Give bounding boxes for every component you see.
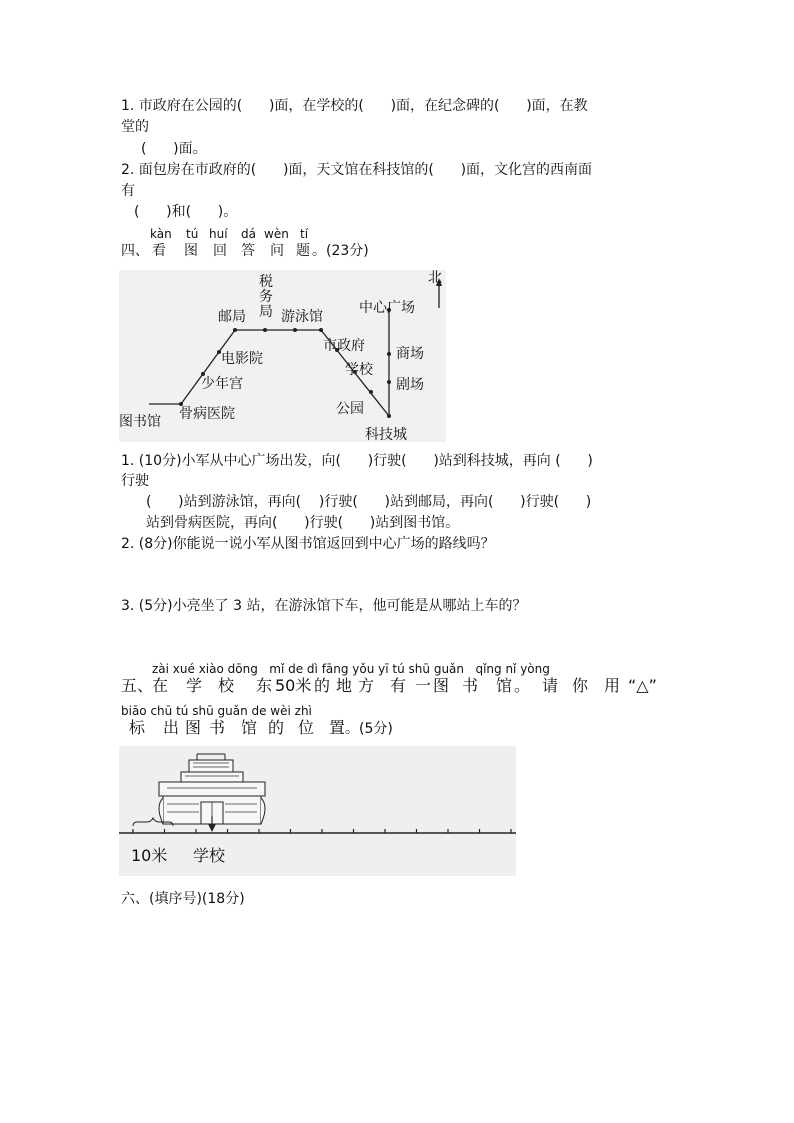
q3-1-line2: 堂的 <box>121 119 149 135</box>
line1-char: 图 <box>433 676 450 695</box>
section4-number: 四、 <box>121 243 149 259</box>
q3-2-line1: 2. 面包房在市政府的( )面，天文馆在科技馆的( )面，文化宫的西南面 <box>121 162 593 178</box>
tax-bureau-char: 务 <box>259 289 273 305</box>
line1-char: 书 <box>462 676 479 695</box>
pinyin-ti: tí <box>300 227 309 241</box>
station-park: 公园 <box>336 401 364 417</box>
pinyin-tu: tú <box>186 227 199 241</box>
station-mall: 商场 <box>396 346 424 362</box>
station-post-office: 邮局 <box>218 309 246 325</box>
line2-char: 图 <box>185 718 202 737</box>
title-char: 题 <box>296 243 310 259</box>
station-orthopedic-hospital: 骨病医院 <box>179 406 235 422</box>
section6-title: 六、(填序号)(18分) <box>121 891 245 907</box>
title-char: 图 <box>184 243 198 259</box>
q4-1-line3: ( )站到游泳馆，再向( )行驶( )站到邮局，再向( )行驶( ) <box>146 494 592 510</box>
q3-1-line3: ( )面。 <box>141 141 207 157</box>
station-theater: 剧场 <box>396 377 424 393</box>
line2-char: 书 <box>209 718 226 737</box>
line1-char: “△” <box>628 676 657 695</box>
pinyin-hui: huí <box>209 227 228 241</box>
line1-char: 地 <box>336 676 353 695</box>
line1-char: 馆 <box>496 676 513 695</box>
q4-1-line1: 1. (10分)小军从中心广场出发，向( )行驶( )站到科技城，再向 ( ) <box>121 453 593 469</box>
line2-score: 。(5分) <box>345 721 393 737</box>
title-char: 看 <box>152 243 166 259</box>
line1-char: 请 <box>542 676 559 695</box>
line1-char: 50米 <box>275 676 312 695</box>
route-map <box>119 270 446 442</box>
line1-char: 方 <box>358 676 375 695</box>
q4-3: 3. (5分)小亮坐了 3 站，在游泳馆下车，他可能是从哪站上车的？ <box>121 598 527 614</box>
line1-char: 。 <box>514 676 531 695</box>
line2-char: 标 <box>129 718 146 737</box>
line2-char: 的 <box>268 718 285 737</box>
line1-char: 一 <box>415 676 432 695</box>
line2-char: 置 <box>329 718 346 737</box>
pinyin-wen: wèn <box>264 227 289 241</box>
line2-char: 位 <box>298 718 315 737</box>
station-school: 学校 <box>345 362 373 378</box>
title-char: 问 <box>270 243 284 259</box>
scale-label: 10米 <box>131 846 168 865</box>
q3-1-line1: 1. 市政府在公园的( )面，在学校的( )面，在纪念碑的( )面，在教 <box>121 98 588 114</box>
line1-char: 的 <box>314 676 331 695</box>
line1-char: 东 <box>256 676 273 695</box>
station-swimming-pool: 游泳馆 <box>281 309 323 325</box>
school-label: 学校 <box>193 846 226 865</box>
pinyin-kan: kàn <box>150 227 172 241</box>
line1-char: 有 <box>390 676 407 695</box>
school-ruler-figure <box>119 746 516 876</box>
line1-char: 校 <box>218 676 235 695</box>
title-char: 答 <box>241 243 255 259</box>
school-arrow-icon <box>208 824 216 832</box>
line1-char: 在 <box>152 676 169 695</box>
line2-char: 馆 <box>241 718 258 737</box>
station-tech-city: 科技城 <box>365 427 407 442</box>
q3-2-line3: ( )和( )。 <box>134 204 238 220</box>
station-library: 图书馆 <box>119 414 161 430</box>
q4-2: 2. (8分)你能说一说小军从图书馆返回到中心广场的路线吗？ <box>121 536 495 552</box>
section4-score: 。(23分) <box>312 243 369 259</box>
q4-1-line4: 站到骨病医院，再向( )行驶( )站到图书馆。 <box>146 515 460 531</box>
line1-char: 你 <box>572 676 589 695</box>
line2-char: 出 <box>163 718 180 737</box>
pinyin-da: dá <box>241 227 256 241</box>
tax-bureau-char: 局 <box>259 304 273 320</box>
q4-1-line2: 行驶 <box>121 473 149 489</box>
station-city-hall: 市政府 <box>323 338 365 354</box>
tax-bureau-char: 税 <box>259 274 273 290</box>
station-center-square: 中心广场 <box>359 300 415 316</box>
station-cinema: 电影院 <box>221 351 263 367</box>
section5-number: 五、 <box>121 676 154 695</box>
section5-pinyin-line2: biāo chū tú shū guǎn de wèi zhì <box>121 704 312 718</box>
section5-pinyin-line1: zài xué xiào dōng mǐ de dì fāng yǒu yī tú shū guǎn qǐng nǐ yòng <box>152 662 550 676</box>
ruler-drawing <box>119 746 516 876</box>
line1-char: 用 <box>604 676 621 695</box>
q3-2-line2: 有 <box>121 183 135 199</box>
line1-char: 学 <box>186 676 203 695</box>
north-label: 北 <box>428 270 442 286</box>
station-tax-bureau <box>258 275 274 320</box>
title-char: 回 <box>213 243 227 259</box>
station-youth-palace: 少年宫 <box>201 376 243 392</box>
